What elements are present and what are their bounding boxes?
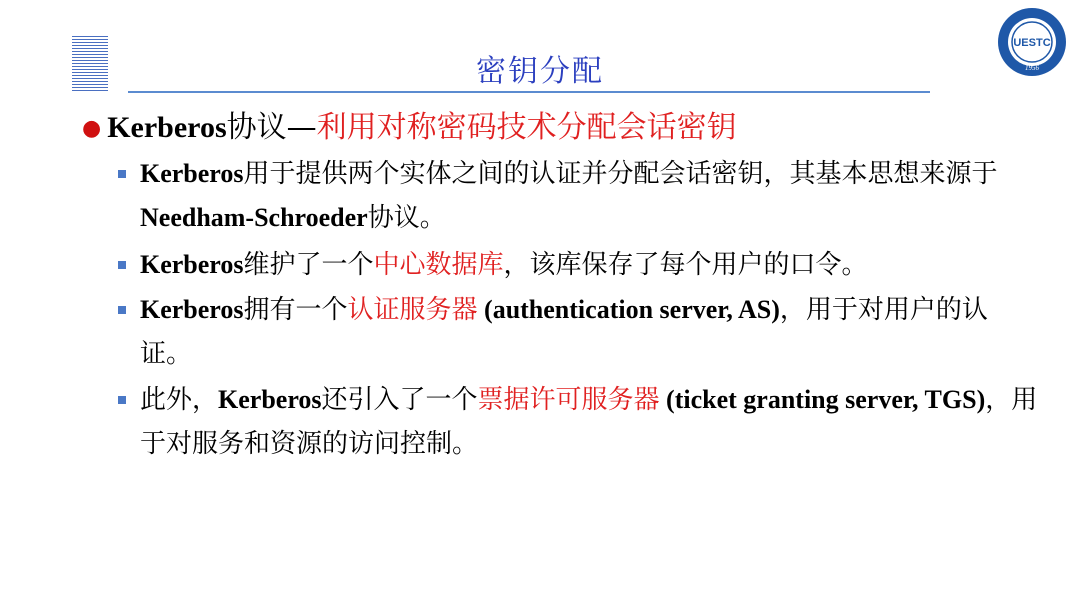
item-highlight: 认证服务器 <box>347 295 478 325</box>
item-term: Needham-Schroeder <box>140 203 368 232</box>
svg-text:UESTC: UESTC <box>1013 37 1051 49</box>
list-item <box>118 288 1038 376</box>
main-bullet <box>82 106 737 151</box>
item-text: 此外， <box>140 385 219 415</box>
item-term: Kerberos <box>140 159 244 188</box>
item-text: 拥有一个 <box>243 295 348 325</box>
svg-text:1956: 1956 <box>1025 64 1039 72</box>
main-bullet-highlight: 利用对称密码技术分配会话密钥 <box>316 110 737 145</box>
university-logo <box>996 6 1068 78</box>
item-term: (ticket granting server, TGS) <box>659 385 986 414</box>
main-bullet-term: Kerberos <box>107 111 227 144</box>
item-term: Kerberos <box>140 295 244 324</box>
item-highlight: 票据许可服务器 <box>477 385 660 415</box>
item-text: 用于提供两个实体之间的认证并分配会话密钥，其基本思想来源于 <box>243 159 998 189</box>
square-bullet-icon <box>118 306 126 314</box>
item-term: Kerberos <box>140 250 244 279</box>
bullet-dot-icon: ● <box>82 116 102 141</box>
title-underline <box>128 91 930 93</box>
slide-title: 密钥分配 <box>476 54 604 89</box>
main-bullet-text: 协议— <box>226 110 317 145</box>
item-term: Kerberos <box>218 385 322 414</box>
square-bullet-icon <box>118 261 126 269</box>
item-text: 还引入了一个 <box>321 385 478 415</box>
item-text: 维护了一个 <box>243 250 374 280</box>
list-item <box>118 152 1038 240</box>
square-bullet-icon <box>118 396 126 404</box>
item-text: 协议。 <box>367 203 446 233</box>
item-text: ，该库保存了每个用户的口令。 <box>503 250 868 280</box>
list-item <box>118 378 1038 466</box>
item-text: ，用于对用户的认证。 <box>140 295 988 369</box>
item-term: (authentication server, AS) <box>477 295 780 324</box>
item-text: ，用于对服务和资源的访问控制。 <box>140 385 1038 459</box>
square-bullet-icon <box>118 170 126 178</box>
list-item <box>118 243 1038 287</box>
item-highlight: 中心数据库 <box>373 250 504 280</box>
